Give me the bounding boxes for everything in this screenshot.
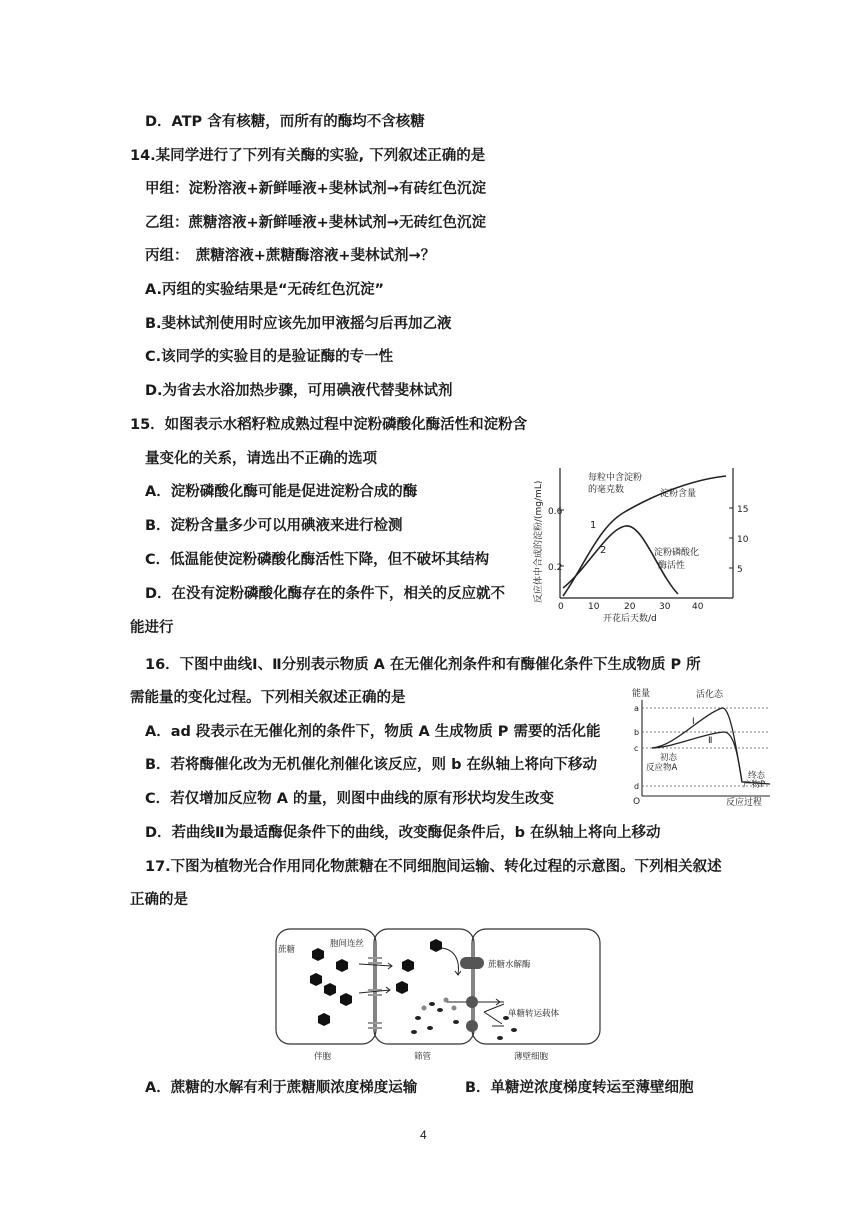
- q16-option-c: C．若仅增加反应物 A 的量，则图中曲线的原有形状均发生改变: [145, 791, 554, 807]
- q14-option-c: C.该同学的实验目的是验证酶的专一性: [145, 349, 394, 365]
- q15-stem-1: 15．如图表示水稻籽粒成熟过程中淀粉磷酸化酶活性和淀粉含: [130, 417, 528, 433]
- q15-y2tick-15: 15: [737, 505, 749, 515]
- q17-option-a: A．蔗糖的水解有利于蔗糖顺浓度梯度运输: [145, 1080, 418, 1096]
- q15-curve-enzyme: [563, 526, 678, 594]
- q17-option-b: B．单糖逆浓度梯度转运至薄壁细胞: [465, 1080, 694, 1096]
- q17-stem-1: 17.下图为植物光合作用同化物蔗糖在不同细胞间运输、转化过程的示意图。下列相关叙述: [145, 859, 722, 875]
- q15-stem-2: 量变化的关系，请选出不正确的选项: [145, 451, 377, 467]
- q14-option-d: D.为省去水浴加热步骤，可用碘液代替斐林试剂: [145, 383, 453, 399]
- q15-xtick-30: 30: [659, 602, 671, 612]
- page-number: 4: [420, 1128, 427, 1142]
- q15-ytick-02: 0.2: [548, 563, 563, 573]
- q16-initial-2: 反应物A: [646, 763, 678, 773]
- q15-xtick-10: 10: [588, 602, 600, 612]
- q17-label-parenchyma: 薄壁细胞: [514, 1052, 549, 1062]
- q14-group-b: 乙组：蔗糖溶液+新鲜唾液+斐林试剂→无砖红色沉淀: [145, 215, 486, 231]
- q17-invertase-shape: [460, 957, 484, 969]
- q16-level-c: c: [634, 744, 639, 753]
- q16-xlabel: 反应过程: [726, 798, 763, 808]
- q15-curve-1-label: 1: [590, 520, 597, 531]
- q16-initial-1: 初态: [660, 753, 678, 763]
- q16-final-2: 产物P: [743, 780, 766, 790]
- q15-xtick-20: 20: [624, 602, 636, 612]
- q15-label-grain-1: 每粒中含淀粉: [588, 473, 643, 483]
- q16-ylabel: 能量: [632, 689, 651, 699]
- q15-ylabel: 反应体中合成的淀粉/(mg/mL): [534, 480, 544, 603]
- q15-xtick-0: 0: [558, 602, 564, 612]
- q17-label-plasmodesmata: 胞间连丝: [330, 939, 365, 949]
- q16-level-a: a: [634, 704, 639, 713]
- q16-curve-ii-label: Ⅱ: [708, 736, 713, 746]
- q15-option-d-2: 能进行: [130, 620, 174, 636]
- q16-option-a: A．ad 段表示在无催化剂的条件下，物质 A 生成物质 P 需要的活化能: [145, 724, 601, 740]
- q14-group-a: 甲组：淀粉溶液+新鲜唾液+斐林试剂→有砖红色沉淀: [145, 181, 486, 197]
- q14-option-a: A.丙组的实验结果是“无砖红色沉淀”: [145, 282, 385, 298]
- q17-label-sucrose: 蔗糖: [278, 945, 296, 955]
- q16-stem-2: 需能量的变化过程。下列相关叙述正确的是: [130, 690, 406, 706]
- q17-label-invertase: 蔗糖水解酶: [488, 960, 531, 970]
- q16-option-d: D．若曲线Ⅱ为最适酶促条件下的曲线，改变酶促条件后，b 在纵轴上将向上移动: [145, 825, 661, 841]
- q16-level-b: b: [634, 728, 640, 737]
- q15-option-c: C．低温能使淀粉磷酸化酶活性下降，但不破坏其结构: [145, 552, 490, 568]
- q16-curve-i-label: Ⅰ: [692, 717, 695, 727]
- q17-stem-2: 正确的是: [130, 892, 188, 908]
- q15-option-a: A．淀粉磷酸化酶可能是促进淀粉合成的酶: [145, 484, 418, 500]
- q14-option-b: B.斐林试剂使用时应该先加甲液摇匀后再加乙液: [145, 316, 452, 332]
- q14-group-c: 丙组： 蔗糖溶液+蔗糖酶溶液+斐林试剂→？: [145, 248, 436, 264]
- q17-parenchyma-cell: [472, 929, 600, 1044]
- q16-stem-1: 16．下图中曲线Ⅰ、Ⅱ分别表示物质 A 在无催化剂条件和有酶催化条件下生成物质 P 所: [145, 657, 701, 673]
- q17-transporter-2: [466, 1020, 478, 1032]
- q13-option-d: D．ATP 含有核糖，而所有的酶均不含核糖: [145, 114, 425, 130]
- q15-xtick-40: 40: [692, 602, 704, 612]
- q15-option-b: B．淀粉含量多少可以用碘液来进行检测: [145, 518, 403, 534]
- q17-label-companion-cell: 伴胞: [314, 1052, 332, 1062]
- q15-label-enzyme-1: 淀粉磷酸化: [654, 548, 700, 558]
- q17-label-transporter: 单糖转运载体: [508, 1009, 560, 1019]
- q15-xlabel: 开花后天数/d: [603, 614, 657, 623]
- q14-stem: 14.某同学进行了下列有关酶的实验, 下列叙述正确的是: [130, 148, 486, 164]
- q15-ytick-06: 0.6: [548, 507, 563, 517]
- q17-sieve-tube: [374, 929, 474, 1044]
- q17-label-sieve-tube: 筛管: [414, 1052, 432, 1062]
- q15-y2tick-10: 10: [737, 535, 749, 545]
- q16-option-b: B．若将酶催化改为无机催化剂催化该反应，则 b 在纵轴上将向下移动: [145, 757, 598, 773]
- q16-level-d: d: [634, 782, 640, 791]
- q17-sucrose-transport-figure: [274, 926, 604, 1066]
- q15-starch-enzyme-figure: [528, 458, 758, 623]
- q16-origin: O: [633, 797, 641, 807]
- q15-y2tick-5: 5: [737, 565, 743, 575]
- q15-option-d-1: D．在没有淀粉磷酸化酶存在的条件下，相关的反应就不: [145, 586, 506, 602]
- q17-transporter-1: [466, 996, 478, 1008]
- q16-final-1: 终态: [748, 771, 766, 781]
- q16-energy-figure: [630, 686, 778, 808]
- q15-label-grain-2: 的毫克数: [588, 485, 625, 495]
- q16-active-state: 活化态: [696, 690, 724, 700]
- q15-label-enzyme-2: 酶活性: [658, 561, 686, 571]
- q15-label-starch: 淀粉含量: [660, 489, 697, 499]
- q15-curve-2-label: 2: [600, 545, 607, 556]
